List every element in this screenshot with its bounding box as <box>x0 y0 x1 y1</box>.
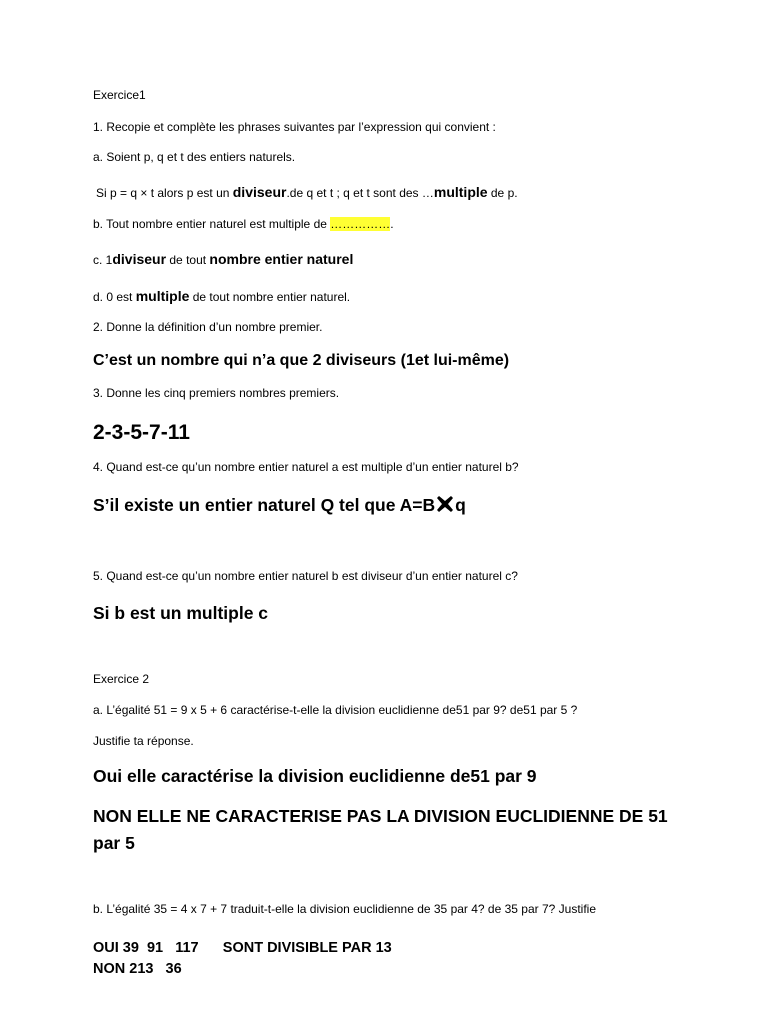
q1b-end: . <box>390 217 394 231</box>
q1a-text: a. Soient p, q et t des entiers naturels. <box>93 150 296 164</box>
q5-answer: Si b est un multiple c <box>93 603 269 623</box>
q1a-answer-multiple: multiple <box>433 184 488 200</box>
q4-answer <box>93 495 466 515</box>
ex2-qb-text: b. L’égalité 35 = 4 x 7 + 7 traduit-t-elle la division euclidienne de 35 par 4? de 35 par 7? Justifie <box>93 902 596 916</box>
q1c-answer-nombre: nombre entier naturel <box>209 251 354 267</box>
q1b-sentence <box>93 218 394 232</box>
q4-answer-part1: S’il existe un entier naturel Q tel que A=B <box>93 495 436 515</box>
q1a-part3: de p. <box>487 186 518 200</box>
ex2-qb-answer1: OUI 39 91 117 SONT DIVISIBLE PAR 13 <box>93 940 392 956</box>
ex2-qa-justify: Justifie ta réponse. <box>93 734 194 748</box>
ex2-qa-answer1: Oui elle caractérise la division euclidienne de51 par 9 <box>93 766 537 786</box>
q1d-sentence <box>93 288 350 305</box>
q1b-highlighted-blank: …………… <box>330 217 391 231</box>
ex2-qa-text: a. L’égalité 51 = 9 x 5 + 6 caractérise-t-elle la division euclidienne de51 par 9? de51 par 5 ? <box>93 703 578 717</box>
q3-text: 3. Donne les cinq premiers nombres premiers. <box>93 386 340 400</box>
q1c-sentence <box>93 251 353 268</box>
q1b-text: b. Tout nombre entier naturel est multiple de <box>93 217 331 231</box>
q2-answer: C’est un nombre qui n’a que 2 diviseurs (1et lui-même) <box>93 352 510 369</box>
q1a-sentence <box>96 184 518 201</box>
q1d-suffix: de tout nombre entier naturel. <box>189 290 351 304</box>
q2-text: 2. Donne la définition d’un nombre premier. <box>93 320 323 334</box>
q5-text: 5. Quand est-ce qu’un nombre entier naturel b est diviseur d’un entier naturel c? <box>93 569 518 583</box>
q1c-mid: de tout <box>166 253 210 267</box>
ex2-qa-answer2-line2: par 5 <box>93 833 135 853</box>
q1d-prefix: d. 0 est <box>93 290 136 304</box>
q1a-part1: Si p = q × t alors p est un <box>96 186 233 200</box>
q3-answer: 2-3-5-7-11 <box>93 421 190 444</box>
q1d-answer-multiple: multiple <box>135 288 190 304</box>
exercise2-title: Exercice 2 <box>93 672 150 686</box>
q4-text: 4. Quand est-ce qu’un nombre entier naturel a est multiple d’un entier naturel b? <box>93 460 519 474</box>
q1c-prefix: c. 1 <box>93 253 113 267</box>
ex2-qa-answer2-line1: NON ELLE NE CARACTERISE PAS LA DIVISION EUCLIDIENNE DE 51 <box>93 806 668 826</box>
x-mark-icon <box>436 495 454 513</box>
q1-instruction: 1. Recopie et complète les phrases suivantes par l’expression qui convient : <box>93 120 496 134</box>
exercise1-title: Exercice1 <box>93 88 146 102</box>
q4-answer-part2: q <box>455 495 466 515</box>
ex2-qb-answer2: NON 213 36 <box>93 961 182 977</box>
q1c-answer-diviseur: diviseur <box>112 251 167 267</box>
q1a-part2: .de q et t ; q et t sont des … <box>286 186 434 200</box>
q1a-answer-diviseur: diviseur <box>232 184 287 200</box>
